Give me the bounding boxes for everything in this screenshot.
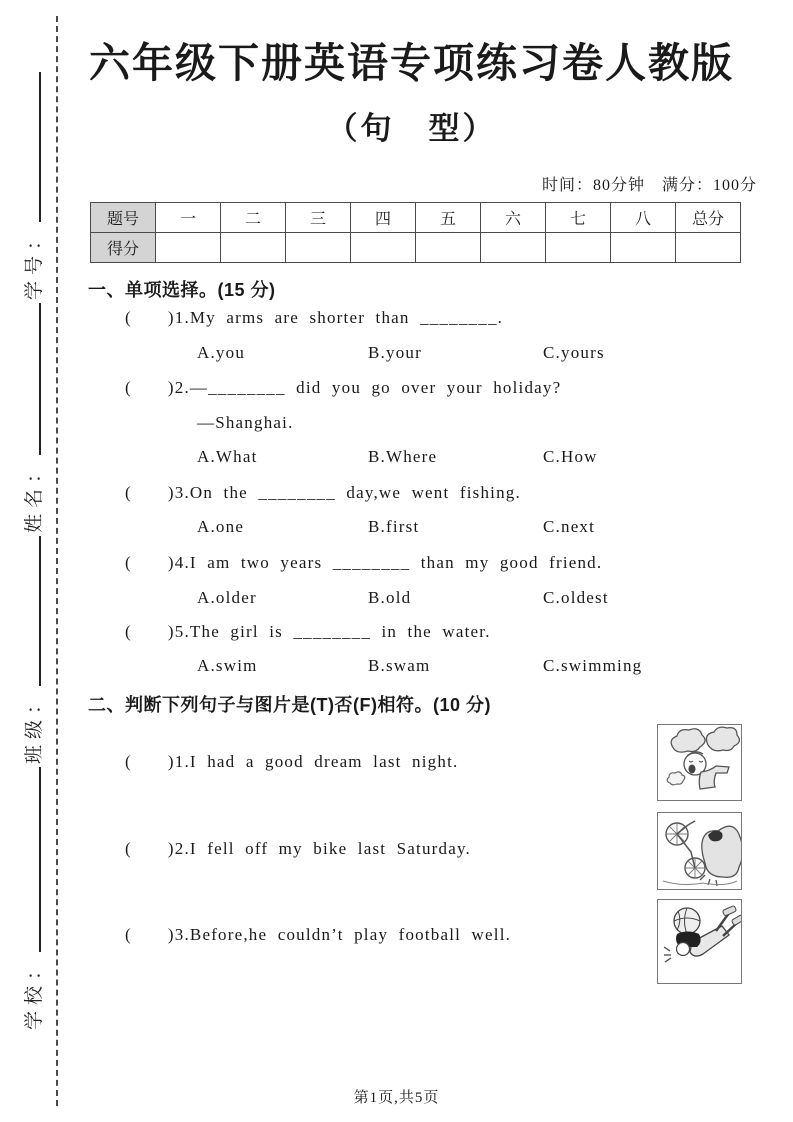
option-b: B.first (368, 517, 420, 536)
option-c: C.How (543, 447, 598, 466)
question-line (125, 622, 491, 642)
question-line (125, 752, 458, 772)
score-table-header-cell: 六 (481, 203, 546, 233)
bad-dream-illustration (657, 724, 742, 801)
option-b: B.old (368, 588, 412, 607)
option-c: C.swimming (543, 656, 643, 675)
question-line (125, 308, 503, 328)
score-input-cell (286, 233, 351, 263)
score-table-row-label-cell: 得分 (91, 233, 156, 263)
question-line (125, 378, 561, 398)
answer-bracket-open: ( (125, 483, 132, 502)
score-table-header-cell: 总分 (676, 203, 741, 233)
margin-dashed-line (56, 16, 58, 1106)
score-table-header-row (91, 203, 741, 233)
option-c: C.yours (543, 343, 605, 362)
option-b: B.swam (368, 656, 431, 675)
answer-bracket-close: ) (167, 925, 175, 944)
option-c: C.next (543, 517, 596, 536)
score-table-header-cell: 二 (221, 203, 286, 233)
student-info-label-school: 学校： (23, 954, 45, 1030)
section-two-heading: 二、判断下列句子与图片是(T)否(F)相符。(10 分) (88, 695, 491, 715)
options-row (197, 517, 595, 537)
question-number: 3. (174, 483, 190, 502)
score-table (90, 202, 741, 263)
question-line (125, 925, 511, 945)
option-a: A.older (197, 588, 257, 607)
score-table-score-row (91, 233, 741, 263)
score-table-header-cell: 七 (546, 203, 611, 233)
score-table-header-cell: 八 (611, 203, 676, 233)
question-number: 2. (174, 839, 190, 858)
score-table-header-cell: 一 (156, 203, 221, 233)
question-text: I had a good dream last night. (189, 752, 459, 771)
question-line (125, 839, 471, 859)
score-input-cell (611, 233, 676, 263)
options-row (197, 656, 642, 676)
answer-bracket-open: ( (125, 752, 132, 771)
score-input-cell (481, 233, 546, 263)
answer-bracket-close: ) (167, 308, 175, 327)
answer-bracket-close: ) (167, 752, 175, 771)
football-dive-illustration (657, 899, 742, 984)
question-number: 1. (174, 308, 190, 327)
page-title: 六年级下册英语专项练习卷人教版 (89, 40, 734, 86)
question-answer-line: —Shanghai. (197, 413, 294, 432)
question-line (125, 553, 602, 573)
answer-bracket-close: ) (167, 622, 175, 641)
student-info-label-number: 学号： (23, 224, 45, 300)
question-text: I fell off my bike last Saturday. (189, 839, 472, 858)
options-row (197, 447, 598, 467)
section-one-heading: 一、单项选择。(15 分) (88, 280, 276, 300)
option-a: A.one (197, 517, 245, 536)
score-input-cell (156, 233, 221, 263)
option-a: A.you (197, 343, 246, 362)
fill-in-blank-line (23, 72, 41, 222)
question-text: Before,he couldn’t play football well. (189, 925, 512, 944)
bike-fall-illustration (657, 812, 742, 890)
score-input-cell (221, 233, 286, 263)
question-number: 5. (174, 622, 190, 641)
fill-in-blank-line (23, 767, 41, 952)
question-text: On the ________ day,we went fishing. (189, 483, 521, 502)
student-info-label-name: 姓名： (23, 457, 45, 533)
answer-bracket-open: ( (125, 622, 132, 641)
answer-bracket-open: ( (125, 839, 132, 858)
score-table-header-cell: 五 (416, 203, 481, 233)
fill-in-blank-line (23, 303, 41, 455)
answer-bracket-close: ) (167, 378, 175, 397)
answer-bracket-close: ) (167, 839, 175, 858)
answer-bracket-close: ) (167, 553, 175, 572)
options-row (197, 343, 605, 363)
question-text: My arms are shorter than ________. (189, 308, 504, 327)
student-info-margin (10, 60, 54, 1060)
bike-fall-drawing (658, 813, 741, 888)
question-line (125, 483, 521, 503)
question-number: 4. (174, 553, 190, 572)
answer-bracket-open: ( (125, 553, 132, 572)
page-subtitle: （句 型） (326, 111, 497, 146)
football-dive-drawing (658, 900, 741, 982)
score-table-corner-cell: 题号 (91, 203, 156, 233)
answer-bracket-close: ) (167, 483, 175, 502)
question-number: 1. (174, 752, 190, 771)
score-input-cell (416, 233, 481, 263)
answer-bracket-open: ( (125, 308, 132, 327)
student-info-label-class: 班级： (23, 688, 45, 764)
options-row (197, 588, 609, 608)
page-footer: 第1页,共5页 (353, 1090, 440, 1106)
fill-in-blank-line (23, 536, 41, 686)
bad-dream-drawing (658, 725, 741, 799)
time-score-info: 时间：80分钟 满分：100分 (541, 177, 757, 194)
score-table-header-cell: 四 (351, 203, 416, 233)
question-number: 3. (174, 925, 190, 944)
option-a: A.What (197, 447, 258, 466)
option-b: B.Where (368, 447, 438, 466)
question-text: The girl is ________ in the water. (189, 622, 491, 641)
score-table-header-cell: 三 (286, 203, 351, 233)
option-a: A.swim (197, 656, 258, 675)
question-number: 2. (174, 378, 190, 397)
score-input-cell (351, 233, 416, 263)
answer-bracket-open: ( (125, 378, 132, 397)
question-text: I am two years ________ than my good friend. (189, 553, 603, 572)
question-text: —________ did you go over your holiday? (189, 378, 562, 397)
option-b: B.your (368, 343, 422, 362)
score-input-cell (546, 233, 611, 263)
option-c: C.oldest (543, 588, 609, 607)
score-input-cell (676, 233, 741, 263)
answer-bracket-open: ( (125, 925, 132, 944)
